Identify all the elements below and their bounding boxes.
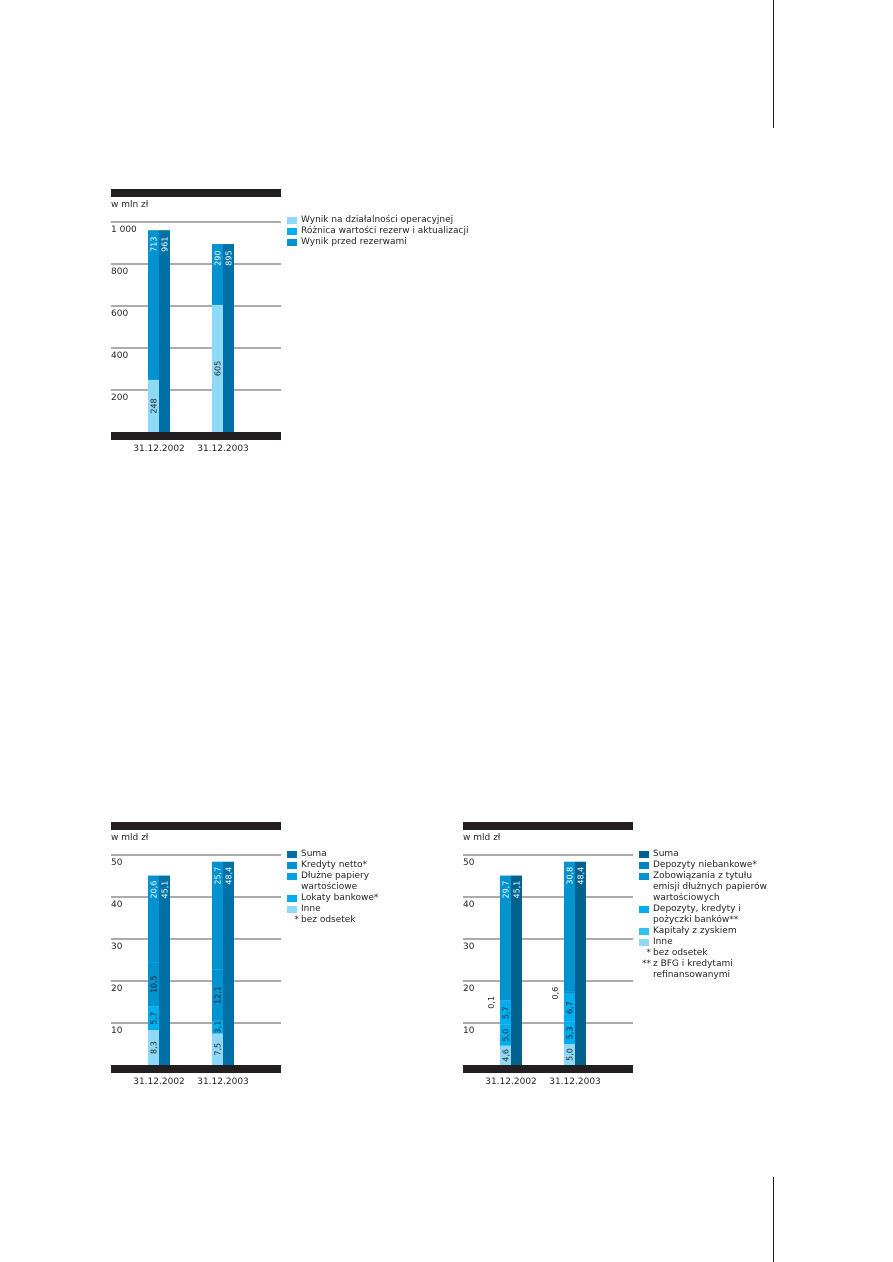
crop-mark-top: [773, 0, 774, 128]
legend-swatch: [287, 895, 297, 902]
legend-label: Suma: [653, 849, 679, 859]
legend-item: [287, 860, 407, 871]
y-tick-label: 30: [463, 942, 475, 952]
legend-item: [287, 226, 487, 237]
legend-item: [639, 926, 774, 937]
value-label: 713: [149, 236, 159, 252]
y-tick-label: 20: [111, 984, 123, 994]
header-bar: [111, 189, 281, 197]
legend-item: [639, 904, 774, 926]
legend-swatch: [639, 851, 649, 858]
legend-swatch: [287, 906, 297, 913]
legend-liabilities: [639, 849, 774, 981]
value-label: 6,7: [565, 1001, 575, 1015]
legend-label: Suma: [301, 849, 327, 859]
footnote-mark: **: [642, 959, 651, 969]
legend-swatch: [639, 939, 649, 946]
x-tick-label: 31.12.2002: [133, 1077, 185, 1087]
legend-label: Lokaty bankowe*: [301, 893, 379, 903]
footnote: [287, 915, 407, 926]
y-tick-label: 20: [463, 984, 475, 994]
unit-label: w mld zł: [111, 833, 149, 843]
bar-total: [159, 230, 170, 432]
y-tick-label: 200: [111, 393, 129, 403]
x-tick-label: 31.12.2002: [485, 1077, 537, 1087]
legend-item: [639, 937, 774, 948]
bar-total: [575, 862, 586, 1065]
chart-assets: [111, 822, 281, 1087]
legend-label: Kapitały z zyskiem: [653, 926, 737, 936]
y-tick-label: 50: [463, 858, 475, 868]
value-label: 290: [213, 250, 223, 266]
y-tick-label: 800: [111, 267, 129, 277]
x-tick-label: 31.12.2003: [549, 1077, 601, 1087]
total-label: 961: [160, 236, 170, 252]
legend-swatch: [639, 862, 649, 869]
value-label: 12,1: [213, 986, 223, 1004]
value-label: 5,7: [149, 1011, 159, 1025]
legend-item: [287, 871, 407, 893]
footnote-mark: *: [294, 915, 299, 925]
legend-swatch: [287, 851, 297, 858]
total-label: 48,4: [576, 866, 586, 885]
legend-item: [287, 893, 407, 904]
legend-item: [287, 215, 487, 226]
legend-swatch: [287, 217, 297, 224]
chart-liabilities: [463, 822, 633, 1087]
bar-segment: [564, 991, 575, 994]
legend-item: [287, 237, 487, 248]
legend-item: [639, 860, 774, 871]
value-label: 3,1: [213, 1020, 223, 1034]
legend-item: [287, 849, 407, 860]
y-tick-label: 50: [111, 858, 123, 868]
total-label: 45,1: [160, 880, 170, 899]
unit-label: w mld zł: [463, 833, 501, 843]
value-label: 4,6: [501, 1048, 511, 1062]
legend-swatch: [287, 862, 297, 869]
axis-bar: [463, 1065, 633, 1073]
x-tick-label: 31.12.2003: [197, 1077, 249, 1087]
value-label: 10,5: [149, 975, 159, 994]
value-label: 0,6: [551, 986, 560, 1000]
value-label: 605: [213, 360, 223, 377]
value-label: 29,7: [501, 880, 511, 899]
value-label: 20,6: [149, 880, 159, 899]
legend-item: [639, 871, 774, 904]
y-tick-label: 10: [111, 1026, 123, 1036]
legend-label: Zobowiązania z tytułu emisji dłużnych papierów wartościowych: [653, 871, 767, 903]
x-tick-label: 31.12.2002: [133, 444, 185, 454]
legend-operating-result: [287, 215, 487, 248]
y-tick-label: 10: [463, 1026, 475, 1036]
value-label: 5,7: [501, 1006, 511, 1020]
legend-swatch: [639, 928, 649, 935]
legend-label: Depozyty, kredyty i pożyczki banków**: [653, 904, 741, 925]
value-label: 25,7: [213, 866, 223, 885]
footnote-mark: *: [646, 948, 651, 958]
value-label: 30,8: [565, 866, 575, 885]
footnote-text: bez odsetek: [653, 948, 708, 958]
legend-swatch: [287, 239, 297, 246]
value-label: 8,3: [149, 1041, 159, 1054]
axis-bar: [111, 432, 281, 440]
legend-label: Różnica wartości rezerw i aktualizacji: [301, 226, 469, 236]
footnote: [639, 948, 774, 959]
legend-swatch: [639, 906, 649, 913]
legend-label: Inne: [653, 937, 673, 947]
header-bar: [463, 822, 633, 830]
bar-chart-svg: [463, 822, 633, 1087]
legend-label: Wynik na działalności operacyjnej: [301, 215, 454, 225]
value-label: 5,0: [501, 1028, 511, 1042]
bar-total: [223, 244, 234, 432]
footnote: [639, 959, 774, 981]
x-tick-label: 31.12.2003: [197, 444, 249, 454]
unit-label: w mln zł: [111, 200, 149, 210]
bar-segment: [500, 1000, 511, 1001]
y-tick-label: 1 000: [111, 225, 137, 235]
y-tick-label: 40: [463, 900, 475, 910]
total-label: 895: [224, 250, 234, 266]
chart-operating-result: [111, 189, 281, 454]
axis-bar: [111, 1065, 281, 1073]
bar-chart-svg: [111, 822, 281, 1087]
legend-label: Dłużne papiery wartościowe: [301, 871, 370, 892]
bar-total: [159, 876, 170, 1065]
total-label: 45,1: [512, 880, 522, 899]
value-label: 5,3: [565, 1026, 575, 1040]
y-tick-label: 30: [111, 942, 123, 952]
bar-total: [511, 876, 522, 1065]
value-label: 7,5: [213, 1042, 223, 1056]
y-tick-label: 600: [111, 309, 129, 319]
legend-label: Wynik przed rezerwami: [301, 237, 407, 247]
value-label: 5,0: [565, 1048, 575, 1061]
legend-swatch: [287, 228, 297, 235]
footnote-text: bez odsetek: [301, 915, 356, 925]
footnote-text: z BFG i kredytami refinansowanymi: [653, 959, 733, 980]
legend-assets: [287, 849, 407, 926]
legend-label: Depozyty niebankowe*: [653, 860, 757, 870]
legend-swatch: [639, 873, 649, 880]
y-tick-label: 400: [111, 351, 129, 361]
legend-swatch: [287, 873, 297, 880]
legend-label: Inne: [301, 904, 321, 914]
legend-label: Kredyty netto*: [301, 860, 368, 870]
legend-item: [639, 849, 774, 860]
legend-item: [287, 904, 407, 915]
total-label: 48,4: [224, 866, 234, 885]
y-tick-label: 40: [111, 900, 123, 910]
header-bar: [111, 822, 281, 830]
value-label: 248: [149, 398, 159, 414]
crop-mark-bottom: [773, 1177, 774, 1262]
value-label: 0,1: [487, 995, 496, 1009]
bar-chart-svg: [111, 189, 281, 454]
bar-total: [223, 862, 234, 1065]
